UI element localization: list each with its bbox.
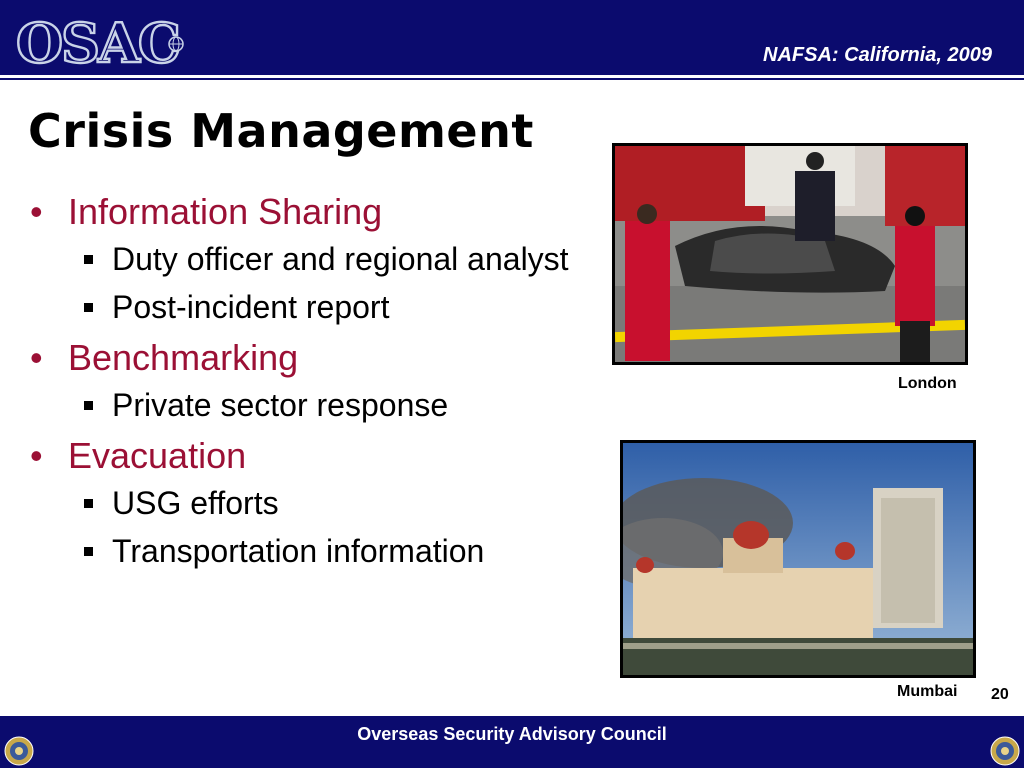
london-photo bbox=[612, 143, 968, 365]
bullet-list bbox=[30, 190, 600, 580]
header-bar bbox=[0, 0, 1024, 75]
bullet-evacuation bbox=[30, 434, 600, 570]
sub-bullet-label: Post-incident report bbox=[112, 289, 390, 325]
sub-bullet-label: Duty officer and regional analyst bbox=[112, 241, 569, 277]
svg-text:OSAC: OSAC bbox=[16, 12, 179, 70]
sub-bullet-list bbox=[68, 240, 600, 326]
event-label: NAFSA: California, 2009 bbox=[763, 44, 992, 66]
mumbai-caption: Mumbai bbox=[897, 683, 958, 700]
bullet-dot-icon: • bbox=[30, 435, 43, 476]
bullet-label: Benchmarking bbox=[68, 337, 299, 378]
bullet-benchmarking bbox=[30, 336, 600, 424]
bullet-label: Information Sharing bbox=[68, 191, 383, 232]
sub-bullet bbox=[68, 532, 600, 570]
mumbai-photo bbox=[620, 440, 976, 678]
sub-bullet-label: USG efforts bbox=[112, 485, 279, 521]
osac-logo bbox=[14, 12, 194, 70]
sub-bullet bbox=[68, 240, 600, 278]
london-caption: London bbox=[898, 375, 957, 392]
footer-title: Overseas Security Advisory Council bbox=[357, 724, 667, 744]
bullet-dot-icon: • bbox=[30, 337, 43, 378]
sub-bullet-list bbox=[68, 484, 600, 570]
page-number: 20 bbox=[991, 686, 1009, 703]
sub-bullet-label: Private sector response bbox=[112, 387, 449, 423]
state-seal-icon bbox=[4, 736, 34, 766]
sub-bullet bbox=[68, 288, 600, 326]
mumbai-photo-image bbox=[623, 443, 973, 675]
sub-bullet bbox=[68, 386, 600, 424]
square-bullet-icon bbox=[84, 303, 93, 312]
slide-title: Crisis Management bbox=[28, 104, 534, 158]
bullet-dot-icon: • bbox=[30, 191, 43, 232]
bullet-label: Evacuation bbox=[68, 435, 247, 476]
square-bullet-icon bbox=[84, 499, 93, 508]
sub-bullet bbox=[68, 484, 600, 522]
state-seal-icon bbox=[990, 736, 1020, 766]
bullet-information-sharing bbox=[30, 190, 600, 326]
sub-bullet-label: Transportation information bbox=[112, 533, 485, 569]
header-divider-line bbox=[0, 78, 1024, 80]
square-bullet-icon bbox=[84, 255, 93, 264]
square-bullet-icon bbox=[84, 401, 93, 410]
square-bullet-icon bbox=[84, 547, 93, 556]
sub-bullet-list bbox=[68, 386, 600, 424]
london-photo-image bbox=[615, 146, 965, 362]
